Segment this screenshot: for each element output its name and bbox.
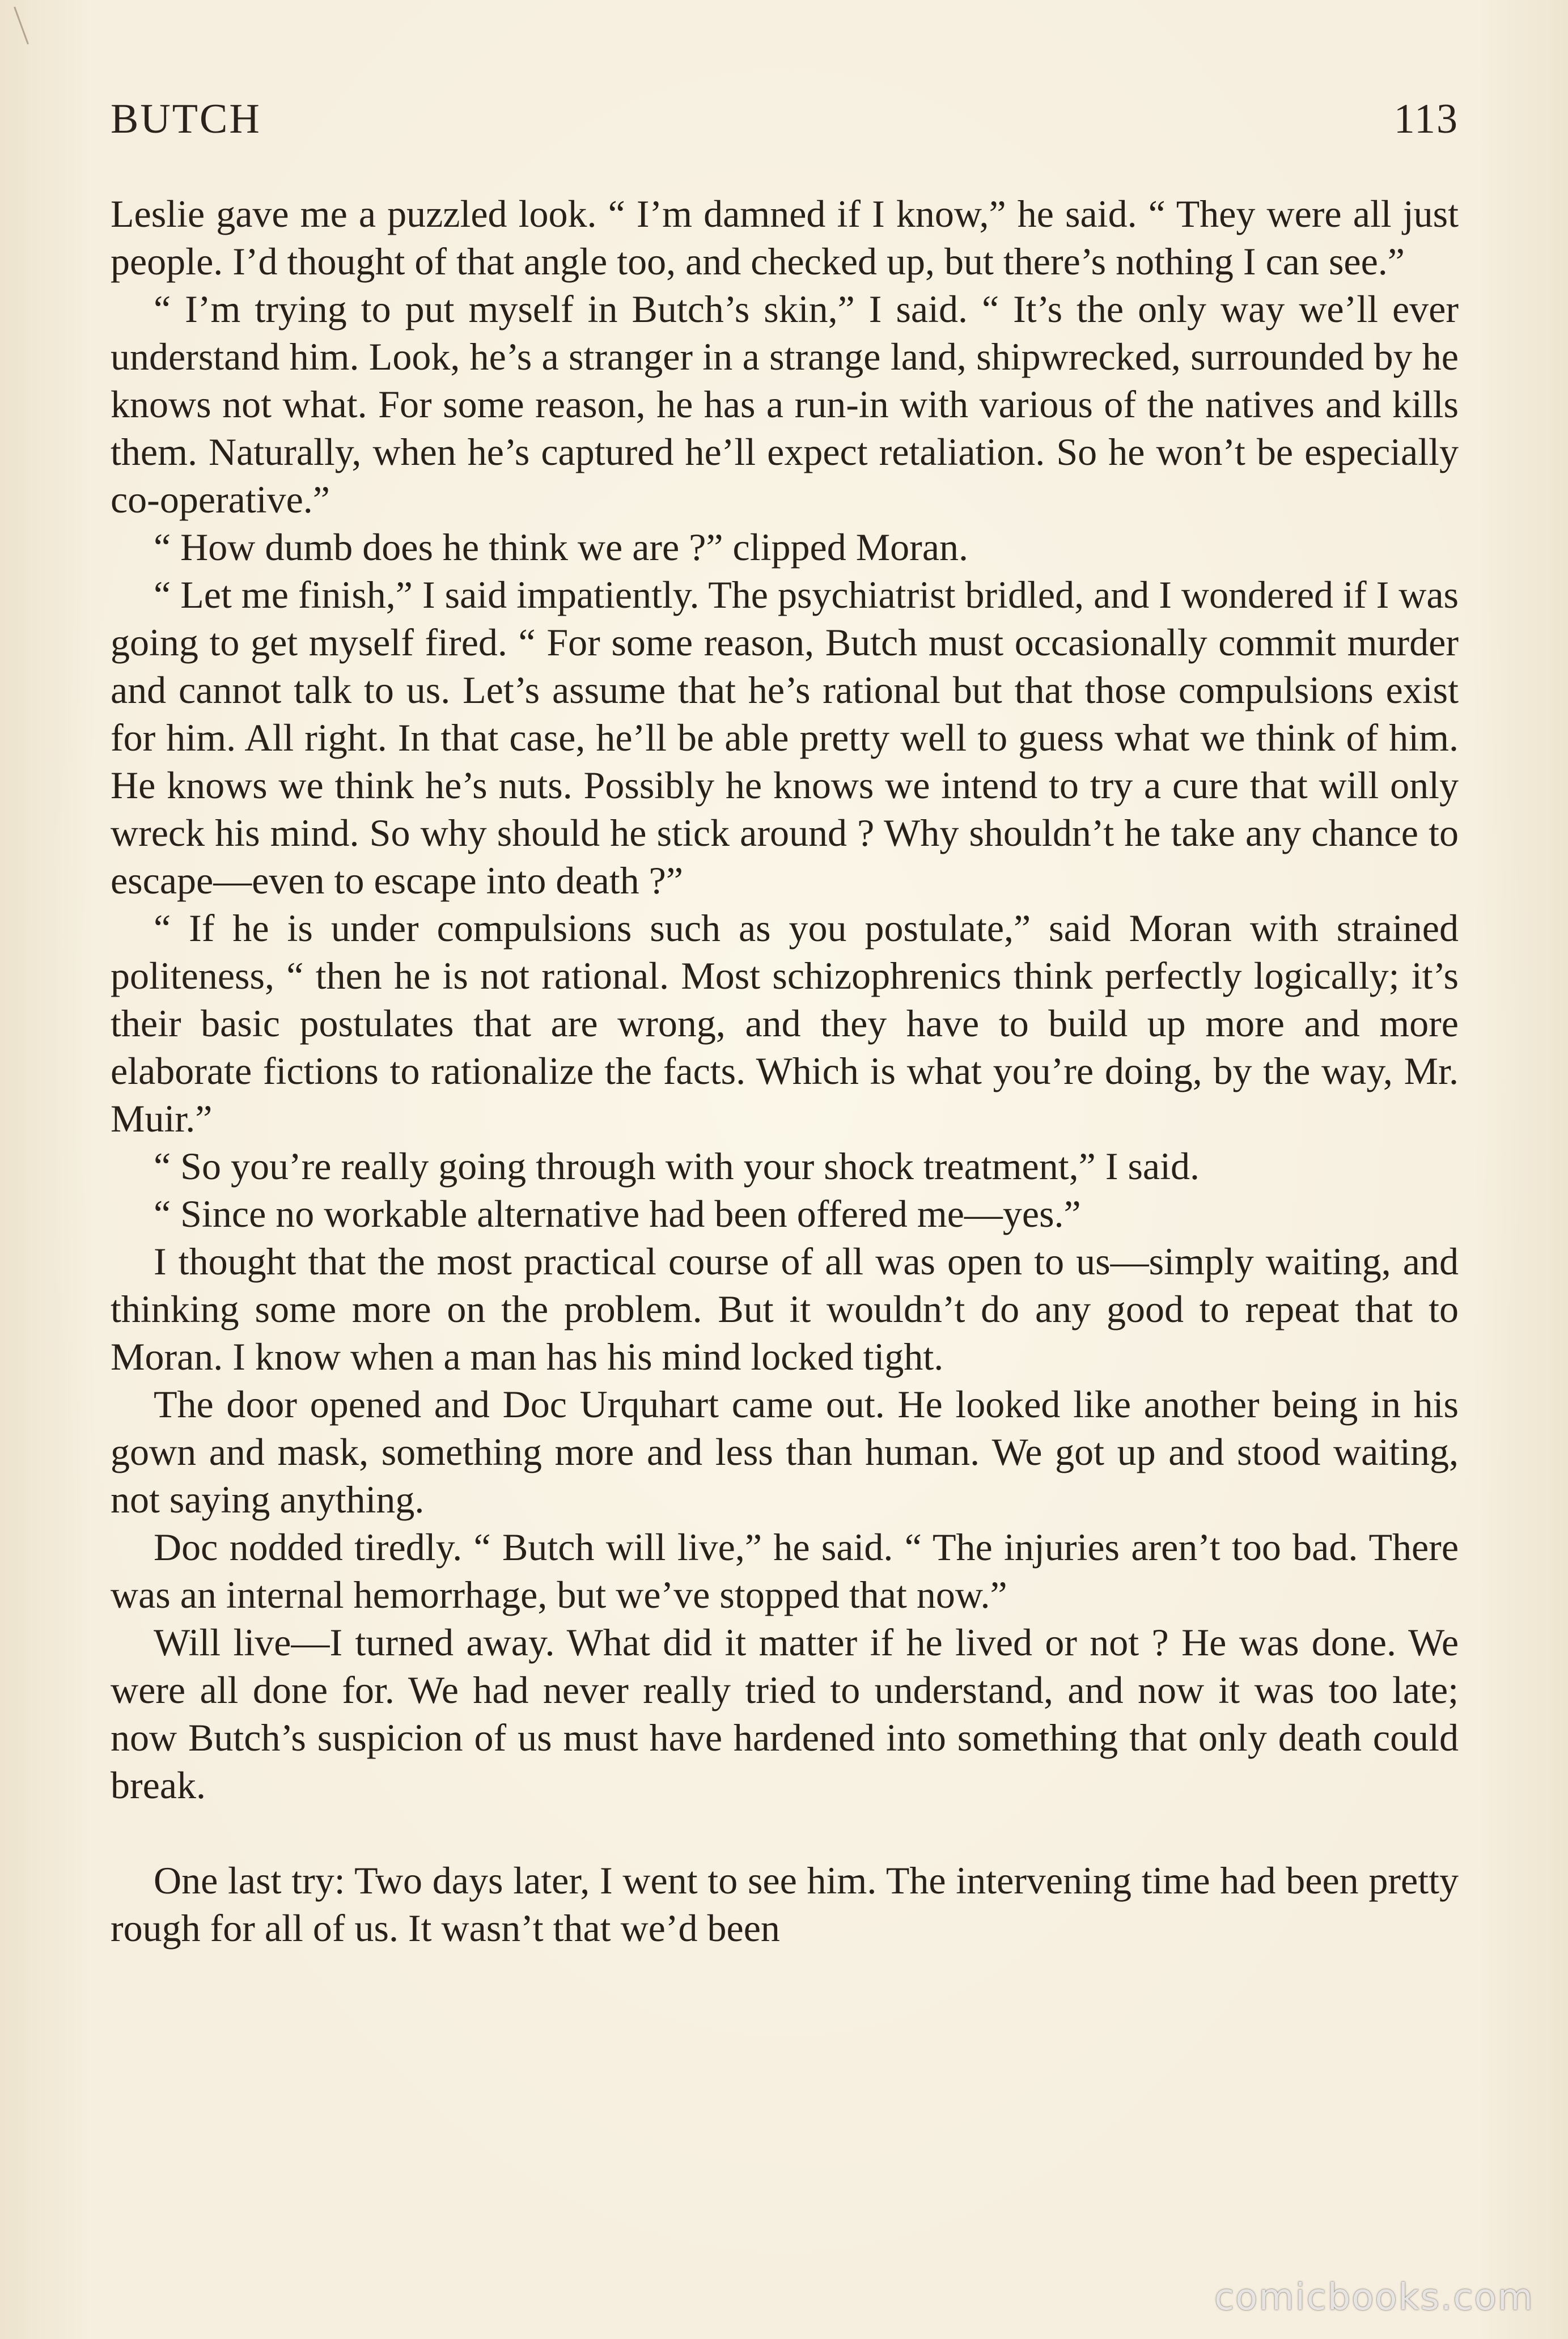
- paragraph-6: “ So you’re really going through with your shock treatment,” I said.: [154, 1145, 1200, 1188]
- paragraph-2: “ I’m trying to put myself in Butch’s skin,” I said. “ It’s the only way we’ll ever understand him. Look, he’s a stranger in a strange land, shipwrecked, surrounded by he knows not what. For some reason, he has a run-in with various of the natives and kills them. Naturally, when he’s captured he’ll expect retaliation. So he won’t be especially co-operative.”: [111, 287, 1459, 521]
- paragraph-11: Will live—I turned away. What did it matter if he lived or not ? He was done. We were all done for. We had never really tried to understand, and now it was too late; now Butch’s suspicion of us must have hardened into something that only death could break.: [111, 1621, 1459, 1807]
- paragraph-5: “ If he is under compulsions such as you postulate,” said Moran with strained politeness, “ then he is not rational. Most schizophrenics think perfectly logically; it’s their basic postulates that are wrong, and they have to build up more and more elaborate fictions to rationalize the facts. Which is what you’re doing, by the way, Mr. Muir.”: [111, 906, 1459, 1140]
- paragraph-8: I thought that the most practical course of all was open to us—simply waiting, and thinking some more on the problem. But it wouldn’t do any good to repeat that to Moran. I know when a man has his mind locked tight.: [111, 1240, 1459, 1378]
- body-text: [111, 190, 1459, 1952]
- running-head-title: BUTCH: [111, 96, 261, 142]
- paragraph-10: Doc nodded tiredly. “ Butch will live,” he said. “ The injuries aren’t too bad. There was an internal hemorrhage, but we’ve stopped that now.”: [111, 1526, 1459, 1616]
- paragraph-4: “ Let me finish,” I said impatiently. The psychiatrist bridled, and I wondered if I was going to get myself fired. “ For some reason, Butch must occasionally commit murder and cannot talk to us. Let’s assume that he’s rational but that those compulsions exist for him. All right. In that case, he’ll be able pretty well to guess what we think of him. He knows we think he’s nuts. Possibly he knows we intend to try a cure that will only wreck his mind. So why should he stick around ? Why shouldn’t he take any chance to escape—even to escape into death ?”: [111, 573, 1459, 902]
- paragraph-1: Leslie gave me a puzzled look. “ I’m damned if I know,” he said. “ They were all just people. I’d thought of that angle too, and checked up, but there’s nothing I can see.”: [111, 192, 1459, 283]
- page-number: 113: [1393, 96, 1459, 142]
- paragraph-9: The door opened and Doc Urquhart came out. He looked like another being in his gown and mask, something more and less than human. We got up and stood waiting, not saying anything.: [111, 1383, 1459, 1521]
- paragraph-3: “ How dumb does he think we are ?” clipped Moran.: [154, 526, 968, 569]
- paragraph-12: One last try: Two days later, I went to see him. The intervening time had been pretty rough for all of us. It wasn’t that we’d been: [111, 1859, 1459, 1950]
- running-head: [111, 95, 1459, 146]
- watermark: comicbooks.com: [1214, 2277, 1534, 2319]
- paragraph-7: “ Since no workable alternative had been offered me—yes.”: [154, 1192, 1081, 1235]
- page-scuff-mark: [14, 7, 29, 45]
